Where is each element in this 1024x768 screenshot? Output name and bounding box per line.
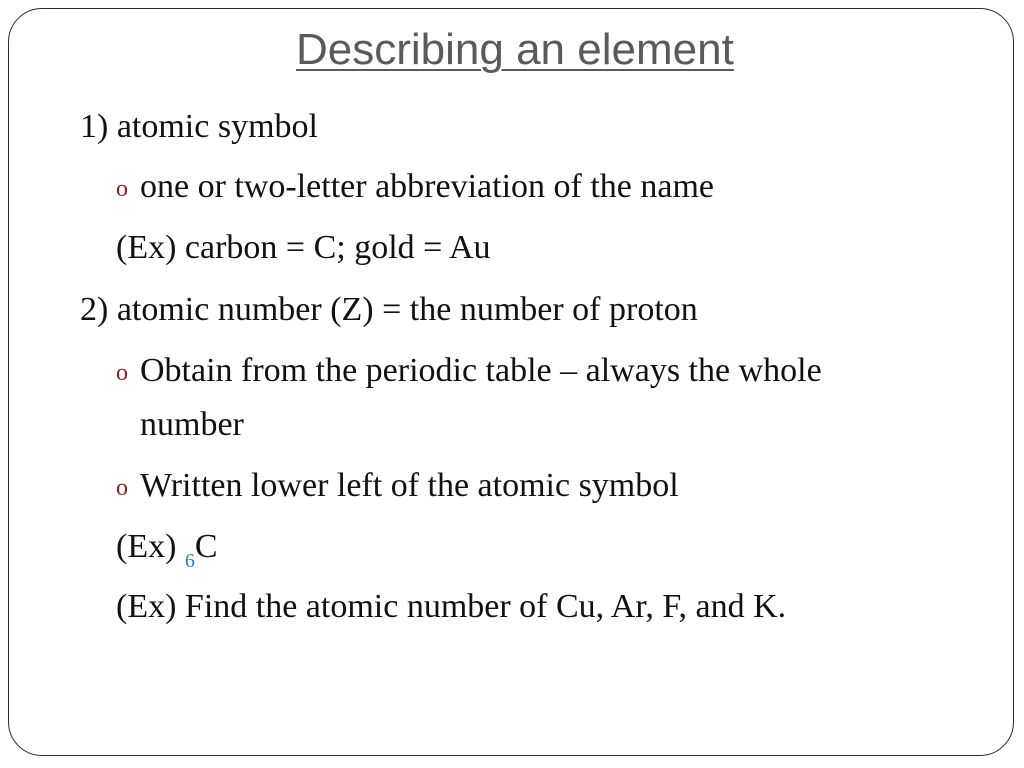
bullet-icon: o <box>116 360 128 386</box>
atomic-number-description-continued: number <box>140 406 244 443</box>
example-prefix: (Ex) <box>116 528 185 565</box>
element-symbol: C <box>194 528 218 565</box>
bullet-icon: o <box>116 176 128 202</box>
atomic-number-exercise: (Ex) Find the atomic number of Cu, Ar, F, and K. <box>116 588 787 625</box>
carbon-notation-example <box>116 527 218 571</box>
bullet-icon: o <box>116 475 128 501</box>
atomic-symbol-heading: 1) atomic symbol <box>80 108 318 145</box>
atomic-symbol-example: (Ex) carbon = C; gold = Au <box>116 229 491 266</box>
atomic-number-subscript: 6 <box>184 550 195 572</box>
slide-title: Describing an element <box>296 25 734 74</box>
atomic-number-description: Obtain from the periodic table – always the whole <box>140 352 822 389</box>
atomic-number-position: Written lower left of the atomic symbol <box>140 467 679 504</box>
atomic-number-heading: 2) atomic number (Z) = the number of proton <box>80 291 698 328</box>
atomic-symbol-description: one or two-letter abbreviation of the name <box>140 168 714 205</box>
